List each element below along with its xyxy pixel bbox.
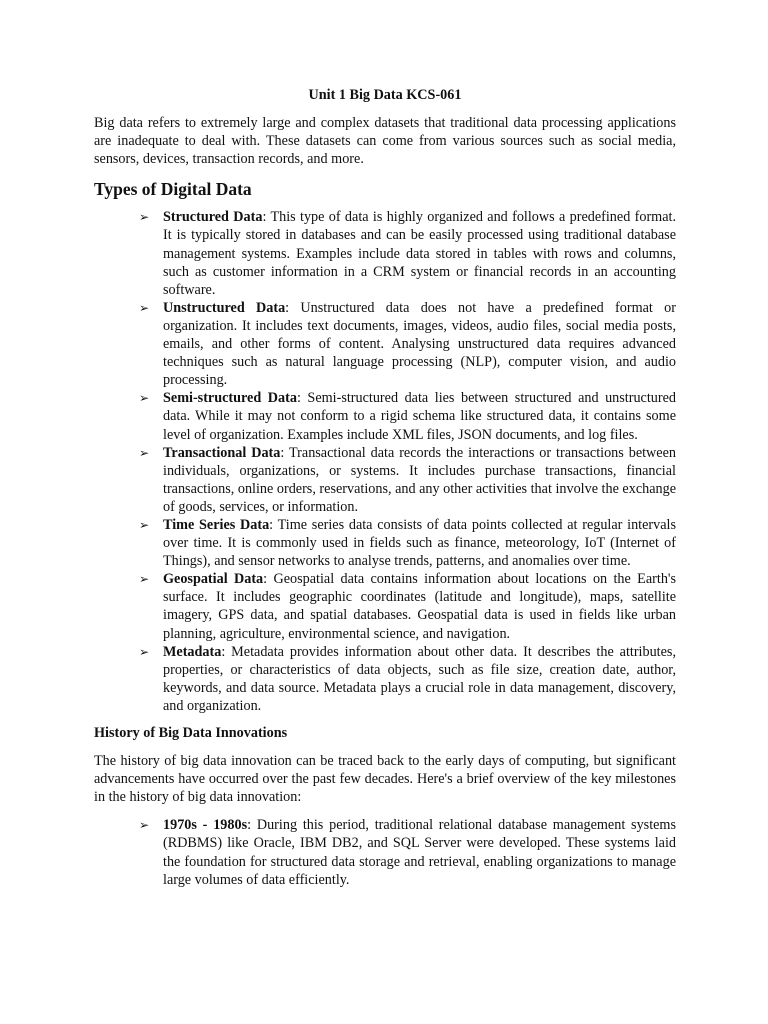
list-item xyxy=(94,444,676,516)
list-item-term: 1970s - 1980s xyxy=(163,817,248,834)
document-page xyxy=(94,86,676,889)
list-item-term: Unstructured Data xyxy=(163,299,286,316)
list-item xyxy=(94,208,676,298)
arrow-bullet-icon: ➢ xyxy=(139,517,150,532)
list-item-term: Metadata xyxy=(163,643,222,660)
list-item xyxy=(94,643,676,715)
list-item-text: : During this period, traditional relational database management systems (RDBMS) like Oracle, IBM DB2, and SQL Server were developed. These systems laid the foundation for structured data storage and retrieval, enabling organizations to manage large volumes of data efficiently. xyxy=(163,817,676,888)
list-item-text: : Geospatial data contains information about locations on the Earth's surface. It includes geographic coordinates (latitude and longitude), maps, satellite imagery, GPS data, and spatial databases. Geospatial data is used in fields like urban planning, agriculture, environmental science, and navigation. xyxy=(163,571,676,642)
list-item-term: Structured Data xyxy=(163,209,263,226)
list-item-term: Transactional Data xyxy=(163,444,281,461)
list-item-text: : Time series data consists of data points collected at regular intervals over time. It is commonly used in fields such as finance, meteorology, IoT (Internet of Things), and sensor networks to analyse trends, patterns, and anomalies over time. xyxy=(163,516,676,570)
arrow-bullet-icon: ➢ xyxy=(139,391,150,406)
types-list xyxy=(94,208,676,715)
arrow-bullet-icon: ➢ xyxy=(139,572,150,587)
history-heading: History of Big Data Innovations xyxy=(94,725,288,741)
list-item xyxy=(94,516,676,570)
list-item xyxy=(94,389,676,443)
arrow-bullet-icon: ➢ xyxy=(139,300,150,315)
arrow-bullet-icon: ➢ xyxy=(139,818,150,833)
arrow-bullet-icon: ➢ xyxy=(139,445,150,460)
intro-paragraph: Big data refers to extremely large and complex datasets that traditional data processing applications are inadequate to deal with. These datasets can come from various sources such as social media, sensors, devices, transaction records, and more. xyxy=(94,115,676,168)
list-item-text: : Unstructured data does not have a predefined format or organization. It includes text documents, images, videos, audio files, social media posts, emails, and other forms of content. Analysing unstructured data requires advanced techniques such as natural language processing (NLP), computer vision, and audio processing. xyxy=(163,299,676,389)
list-item-term: Geospatial Data xyxy=(163,571,264,588)
list-item-text: : Transactional data records the interactions or transactions between individuals, organizations, or systems. It includes purchase transactions, financial transactions, online orders, reservations, and any other activities that involve the exchange of goods, services, or information. xyxy=(163,444,676,515)
history-intro-paragraph: The history of big data innovation can be traced back to the early days of computing, but significant advancements have occurred over the past few decades. Here's a brief overview of the key milestones in the history of big data innovation: xyxy=(94,753,676,806)
arrow-bullet-icon: ➢ xyxy=(139,644,150,659)
document-title: Unit 1 Big Data KCS-061 xyxy=(308,87,462,103)
list-item xyxy=(94,570,676,642)
list-item-text: : Metadata provides information about other data. It describes the attributes, properties, or characteristics of data objects, such as file size, creation date, author, keywords, and data source. Metadata plays a crucial role in data management, discovery, and organization. xyxy=(163,643,676,714)
list-item-text: : Semi-structured data lies between structured and unstructured data. While it may not conform to a rigid schema like structured data, it contains some level of organization. Examples include XML files, JSON documents, and log files. xyxy=(163,390,677,443)
list-item xyxy=(94,816,676,888)
arrow-bullet-icon: ➢ xyxy=(139,210,150,225)
list-item-term: Time Series Data xyxy=(163,516,270,533)
list-item-text: : This type of data is highly organized and follows a predefined format. It is typically stored in databases and can be easily processed using traditional database management systems. Examples include data stored in tables with rows and columns, such as customer information in a CRM system or financial records in an accounting software. xyxy=(163,209,676,298)
list-item xyxy=(94,299,676,389)
history-list xyxy=(94,816,676,888)
types-heading: Types of Digital Data xyxy=(94,179,252,200)
list-item-term: Semi-structured Data xyxy=(163,390,297,407)
